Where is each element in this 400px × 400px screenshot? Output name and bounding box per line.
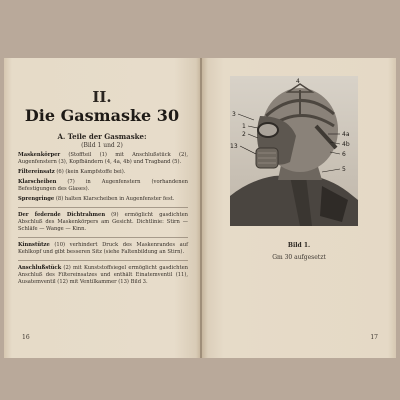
figure-label: 5	[342, 166, 346, 173]
definition: (7) in Augenfenstern (vorhandenen Befestigungen des Glases).	[18, 179, 188, 192]
divider	[18, 207, 188, 208]
definition: (6) (kein Kampfstoffe bei).	[54, 169, 126, 175]
term: Der federnde Dichtrahmen	[18, 212, 106, 218]
divider	[18, 237, 188, 238]
figure-label: 4a	[342, 131, 350, 138]
definition: (9) ermöglicht gasdichten Abschluß des Maskenkörpers am Gesicht. Dichtlinie: Stirn — Schläfe — Wange — Kinn.	[18, 212, 188, 232]
paragraph	[18, 179, 188, 193]
open-book	[4, 58, 396, 358]
section-heading: A. Teile der Gasmaske:	[57, 132, 147, 141]
figure-caption: Gm 30 aufgesetzt	[272, 254, 326, 261]
page-number: 16	[22, 334, 30, 341]
paragraph	[18, 196, 188, 203]
figure-label: 1	[242, 123, 246, 130]
figure-label: 6	[342, 151, 346, 158]
gas-mask-illustration	[230, 76, 358, 226]
left-page	[4, 58, 200, 358]
definition: (8) halten Klarscheiben in Augenfenster fest.	[54, 196, 175, 202]
paragraph	[18, 152, 188, 166]
term: Maskenkörper	[18, 152, 61, 158]
body-text	[18, 152, 188, 289]
gas-mask-photo	[230, 76, 358, 226]
paragraph	[18, 212, 188, 233]
page-title: Die Gasmaske 30	[24, 106, 180, 125]
page-number: 17	[370, 334, 378, 341]
definition: (2) mit Kunststoffsiegel ermöglicht gasdichten Anschluß des Filtereinsatzes und enthält Einatemventil (11), Ausatemventil (12) mit Ventilkammer (13) Bild 3.	[18, 265, 188, 285]
definition: (Stoffteil (1) mit Anschlußstück (2), Augenfenstern (3), Kopfbändern (4, 4a, 4b) und Tragband (5).	[18, 152, 188, 165]
chapter-number: II.	[92, 88, 112, 106]
term: Filtereinsatz	[18, 169, 55, 175]
term: Sprengringe	[18, 196, 55, 202]
paragraph	[18, 242, 188, 256]
figure-label: 13	[230, 143, 238, 150]
figure-label: 2	[242, 131, 246, 138]
divider	[18, 260, 188, 261]
figure-label: 3	[232, 111, 236, 118]
definition: (10) verhindert Druck des Maskenrandes auf Kehlkopf und gibt besseren Sitz (siehe Faltenbildung an Stirn).	[18, 242, 188, 255]
term: Klarscheiben	[18, 179, 57, 185]
figure-label: 4	[296, 78, 300, 85]
paragraph	[18, 169, 188, 176]
term: Kinnstütze	[18, 242, 50, 248]
figure-caption-title: Bild 1.	[287, 242, 311, 249]
right-page	[202, 58, 396, 358]
figure-label: 4b	[342, 141, 350, 148]
term: Anschlußstück	[18, 265, 62, 271]
figure-reference: (Bild 1 und 2)	[81, 142, 123, 149]
paragraph	[18, 265, 188, 286]
